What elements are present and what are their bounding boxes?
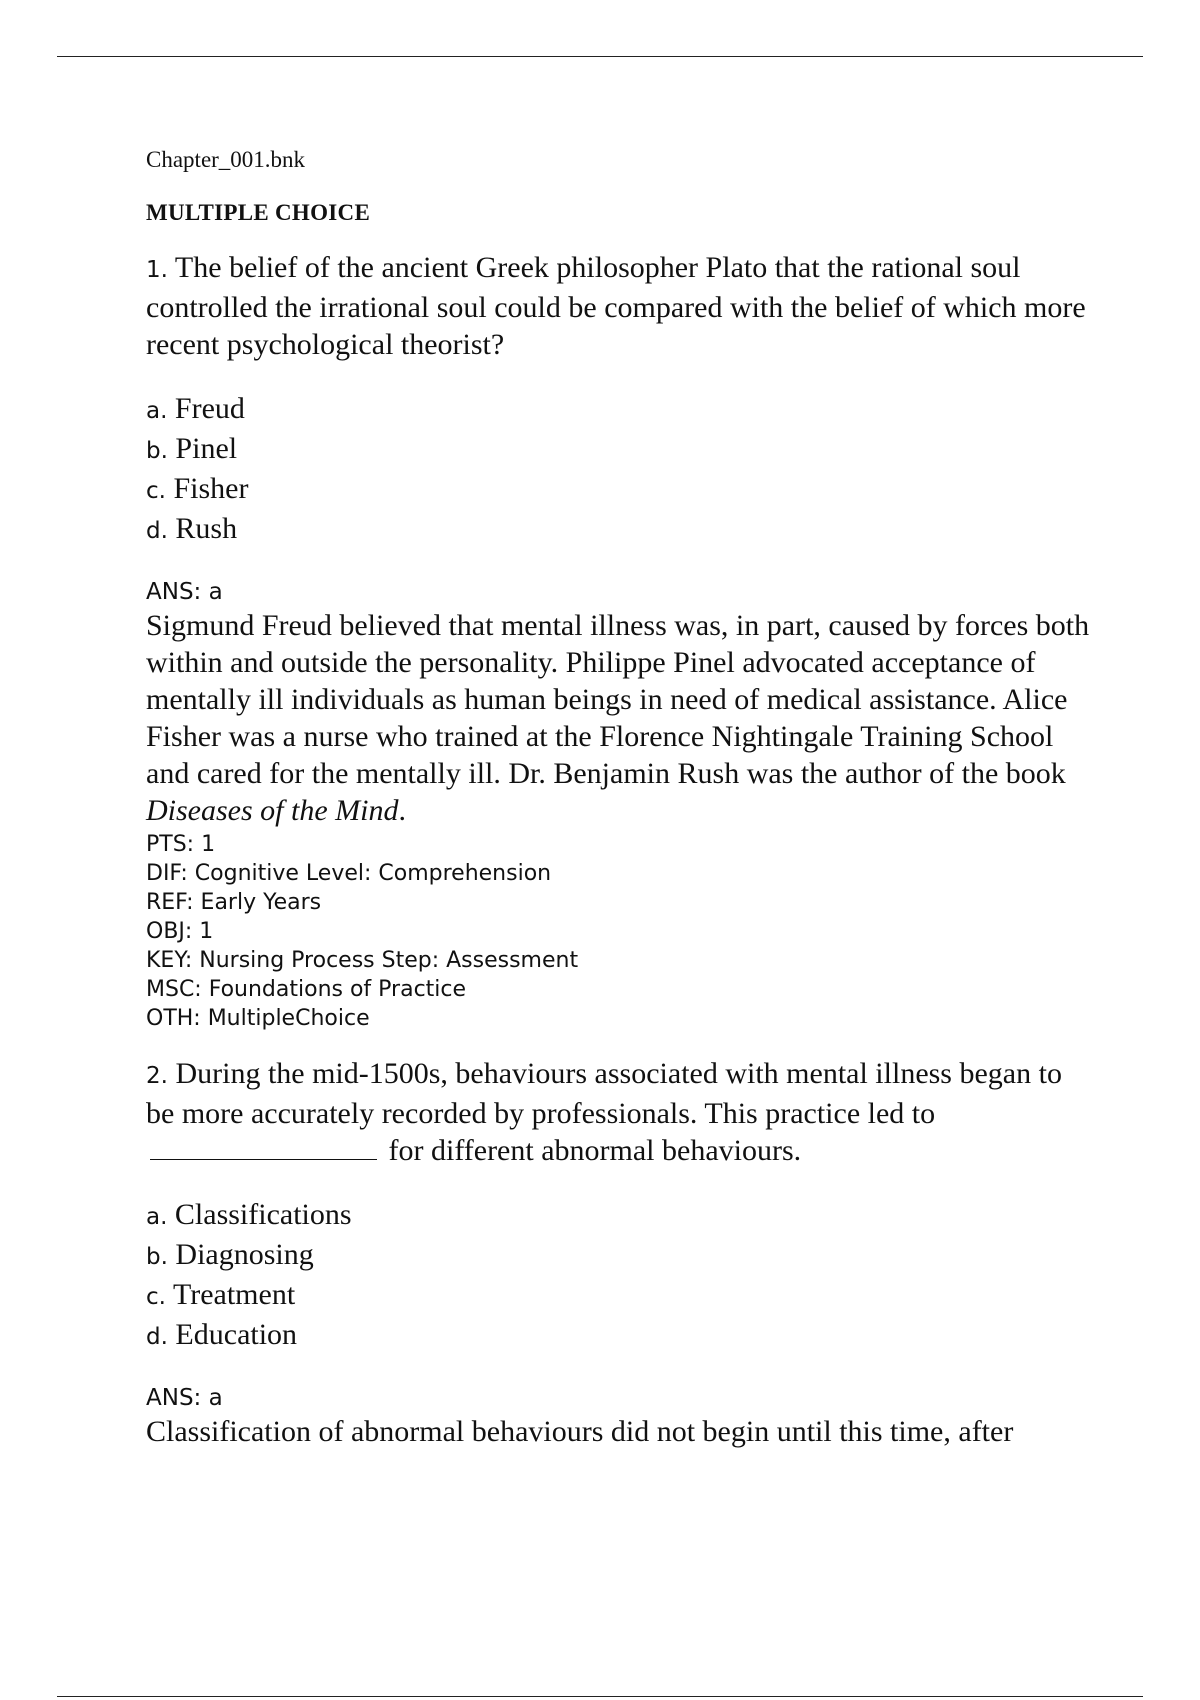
option-letter: a. (146, 398, 168, 424)
option-letter: b. (146, 1244, 168, 1270)
document-filename: Chapter_001.bnk (146, 147, 306, 172)
option-text: Rush (175, 512, 238, 545)
option-text: Classifications (174, 1198, 352, 1231)
question-stem (146, 249, 1096, 363)
meta-key: KEY: Nursing Process Step: Assessment (146, 948, 579, 973)
question-text-after-blank: for different abnormal behaviours. (388, 1134, 802, 1167)
question-text: The belief of the ancient Greek philosopher Plato that the rational soul controlled the irrational soul could be compared with the belief of which more recent psychological theorist? (146, 251, 1086, 361)
rationale-end: . (398, 794, 406, 827)
option-text: Diagnosing (175, 1238, 314, 1271)
question-number: 2. (146, 1063, 168, 1089)
option-d (146, 1316, 1096, 1356)
question-number: 1. (146, 257, 168, 283)
option-a (146, 1196, 1096, 1236)
option-a (146, 390, 1096, 430)
option-c (146, 1276, 1096, 1316)
rationale (146, 607, 1096, 829)
rationale (146, 1413, 1096, 1450)
meta-points: PTS: 1 (146, 832, 216, 857)
page-content (146, 143, 1096, 1472)
option-text: Freud (174, 392, 245, 425)
meta-difficulty: DIF: Cognitive Level: Comprehension (146, 861, 552, 886)
option-b (146, 1236, 1096, 1276)
question-metadata (146, 830, 1096, 1033)
option-text: Fisher (173, 472, 249, 505)
meta-reference: REF: Early Years (146, 890, 322, 915)
top-rule (57, 56, 1143, 57)
option-b (146, 430, 1096, 470)
option-letter: c. (146, 1284, 166, 1310)
option-d (146, 510, 1096, 550)
option-letter: d. (146, 1324, 168, 1350)
bottom-rule (57, 1696, 1143, 1697)
answer-key: ANS: a (146, 579, 223, 605)
answer-key: ANS: a (146, 1385, 223, 1411)
question-1 (146, 249, 1096, 1033)
option-letter: c. (146, 478, 166, 504)
option-letter: a. (146, 1204, 168, 1230)
meta-other: OTH: MultipleChoice (146, 1006, 370, 1031)
rationale-text: Sigmund Freud believed that mental illness was, in part, caused by forces both within and outside the personality. Philippe Pinel advocated acceptance of mentally ill individuals as human beings in need of medical assistance. Alice Fisher was a nurse who trained at the Florence Nightingale Training School and cared for the mentally ill. Dr. Benjamin Rush was the author of the book (146, 609, 1090, 790)
book-title: Diseases of the Mind (146, 794, 399, 827)
option-text: Education (175, 1318, 298, 1351)
answer-options (146, 1196, 1096, 1356)
question-text-before-blank: During the mid-1500s, behaviours associated with mental illness began to be more accurately recorded by professionals. This practice led to (146, 1057, 1062, 1130)
meta-msc: MSC: Foundations of Practice (146, 977, 467, 1002)
meta-objective: OBJ: 1 (146, 919, 214, 944)
section-heading: MULTIPLE CHOICE (146, 200, 371, 225)
option-letter: d. (146, 518, 168, 544)
question-2 (146, 1055, 1096, 1450)
fill-in-blank (150, 1134, 377, 1160)
question-stem (146, 1055, 1096, 1169)
option-text: Pinel (175, 432, 238, 465)
option-text: Treatment (172, 1278, 296, 1311)
option-letter: b. (146, 438, 168, 464)
answer-options (146, 390, 1096, 550)
rationale-text: Classification of abnormal behaviours did not begin until this time, after (146, 1415, 1014, 1448)
option-c (146, 470, 1096, 510)
